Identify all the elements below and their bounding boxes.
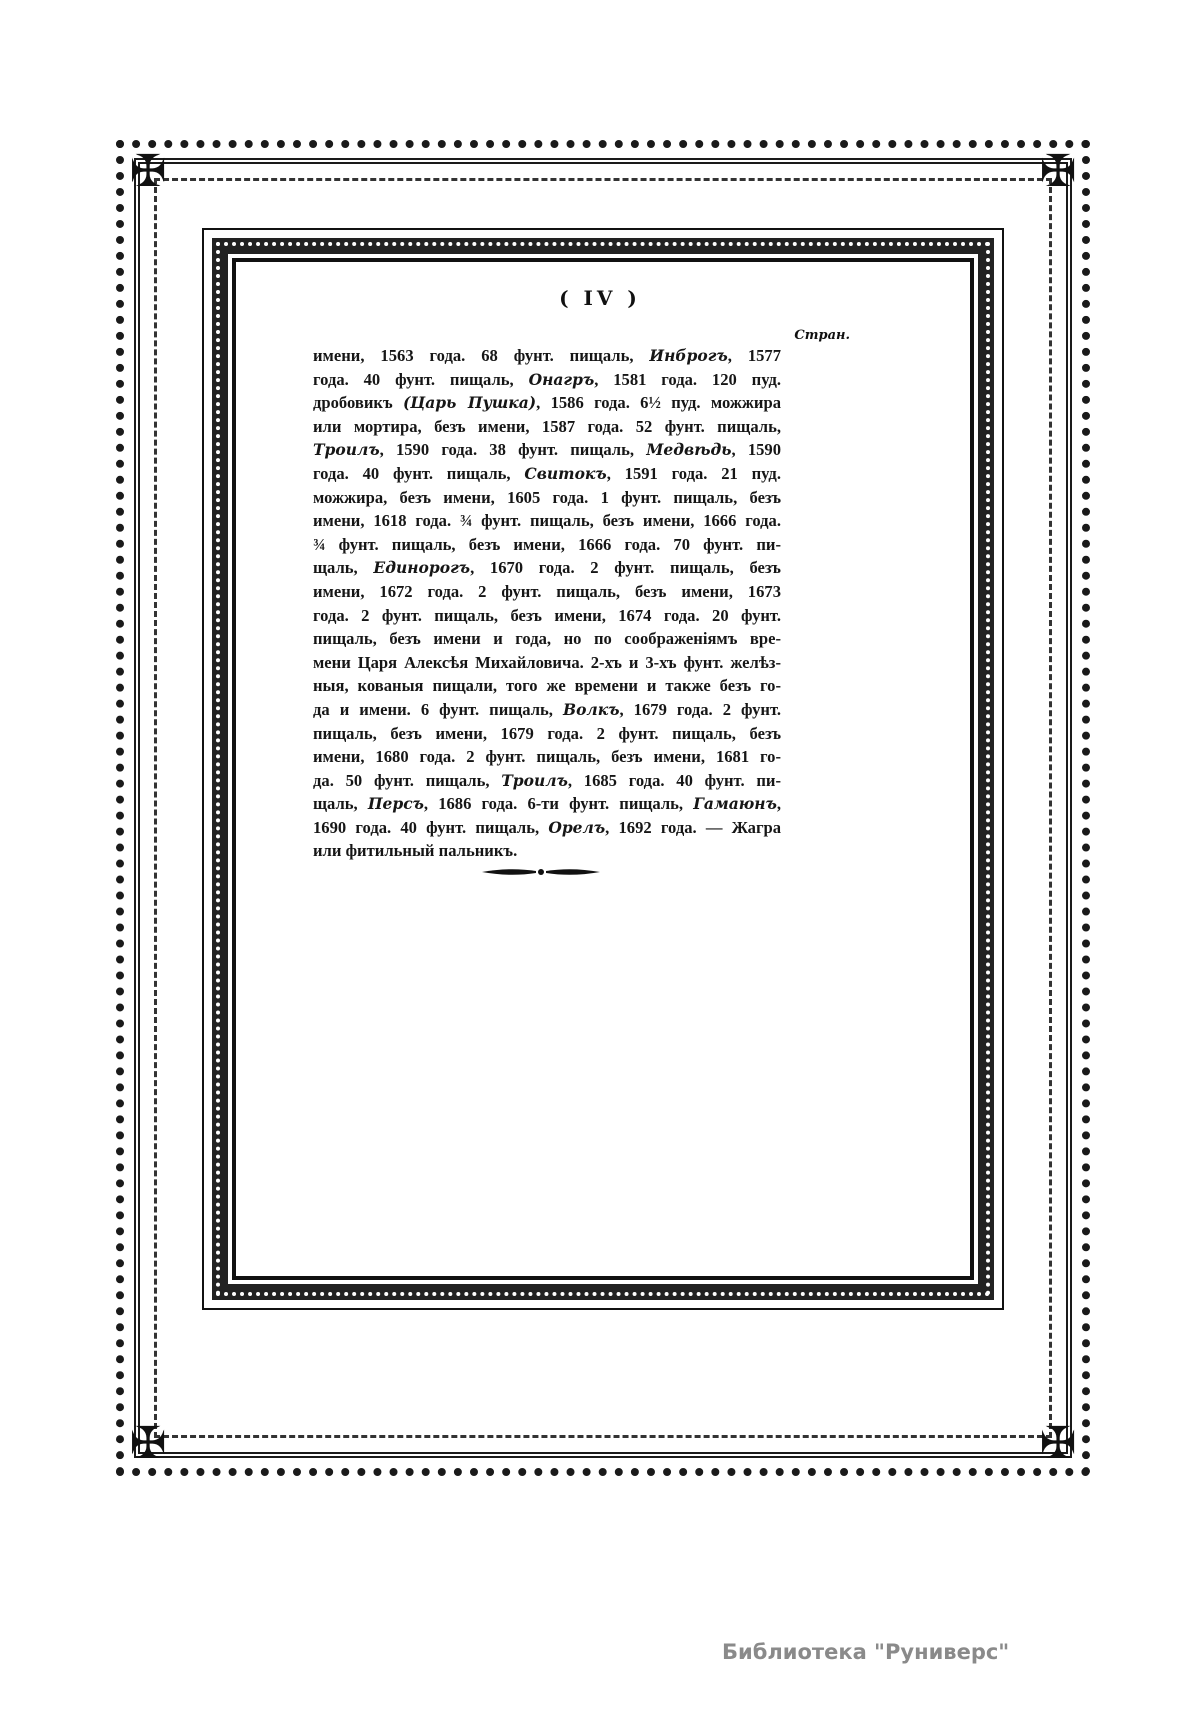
corner-ornament-icon: ✠	[129, 1418, 167, 1469]
text-line: или мортира, безъ имени, 1587 года. 52 фунт. пищаль,	[313, 416, 781, 436]
text-line: пищаль, безъ имени и года, но по соображеніямъ вре-	[313, 629, 781, 649]
text-line: года. 40 фунт. пищаль, Онагръ, 1581 года. 120 пуд.	[313, 369, 781, 389]
cannon-name: Персъ	[367, 794, 424, 814]
text-line: можжира, безъ имени, 1605 года. 1 фунт. пищаль, безъ	[313, 487, 781, 507]
column-header: Стран.	[794, 328, 850, 343]
cannon-name: Гамаюнъ	[693, 794, 777, 814]
text-line: ныя, кованыя пищали, того же времени и также безъ го-	[313, 676, 781, 696]
text-line: да и имени. 6 фунт. пищаль, Волкъ, 1679 года. 2 фунт.	[313, 699, 781, 719]
text-line: да. 50 фунт. пищаль, Троилъ, 1685 года. 40 фунт. пи-	[313, 770, 782, 790]
cannon-name: Единорогъ	[373, 558, 471, 578]
cannon-name: Волкъ	[562, 699, 620, 719]
text-line: Троилъ, 1590 года. 38 фунт. пищаль, Медвѣдь, 1590	[313, 440, 782, 460]
text-line: щаль, Единорогъ, 1670 года. 2 фунт. пищаль, безъ	[313, 558, 781, 578]
cannon-name: Инброгъ	[649, 346, 728, 365]
cannon-name: (Царь Пушка)	[402, 393, 537, 413]
text-line: мени Царя Алексѣя Михайловича. 2-хъ и 3-хъ фунт. желѣз-	[313, 652, 781, 672]
text-line: года. 40 фунт. пищаль, Свитокъ, 1591 года. 21 пуд.	[313, 463, 781, 483]
text-line: 1690 года. 40 фунт. пищаль, Орелъ, 1692 года. — Жагра	[313, 817, 781, 837]
text-line: ¾ фунт. пищаль, безъ имени, 1666 года. 70 фунт. пи-	[313, 534, 781, 554]
cannon-name: Онагръ	[528, 369, 595, 389]
cannon-name: Медвѣдь	[646, 440, 732, 460]
text-line: имени, 1672 года. 2 фунт. пищаль, безъ имени, 1673	[313, 581, 781, 601]
body-text	[313, 344, 781, 863]
text-line: года. 2 фунт. пищаль, безъ имени, 1674 года. 20 фунт.	[313, 605, 781, 625]
text-line: имени, 1563 года. 68 фунт. пищаль, Инброгъ, 1577	[313, 346, 781, 365]
cannon-name: Троилъ	[501, 770, 568, 790]
page-number: ( IV )	[559, 286, 641, 310]
cannon-name: Свитокъ	[524, 463, 607, 483]
end-ornament-icon	[480, 864, 602, 880]
text-line: щаль, Персъ, 1686 года. 6-ти фунт. пищаль, Гамаюнъ,	[313, 794, 781, 814]
library-watermark: Библиотека "Руниверс"	[722, 1640, 1010, 1664]
cannon-name: Троилъ	[313, 440, 380, 460]
text-line: имени, 1618 года. ¾ фунт. пищаль, безъ имени, 1666 года.	[313, 511, 781, 531]
corner-ornament-icon: ✠	[129, 146, 167, 197]
text-line: имени, 1680 года. 2 фунт. пищаль, безъ имени, 1681 го-	[313, 747, 781, 767]
text-line: пищаль, безъ имени, 1679 года. 2 фунт. пищаль, безъ	[313, 723, 781, 743]
corner-ornament-icon: ✠	[1039, 1418, 1077, 1469]
cannon-name: Орелъ	[548, 817, 606, 837]
text-line: или фитильный пальникъ.	[313, 841, 518, 861]
text-line: дробовикъ (Царь Пушка), 1586 года. 6½ пуд. можжира	[313, 393, 782, 413]
corner-ornament-icon: ✠	[1039, 146, 1077, 197]
